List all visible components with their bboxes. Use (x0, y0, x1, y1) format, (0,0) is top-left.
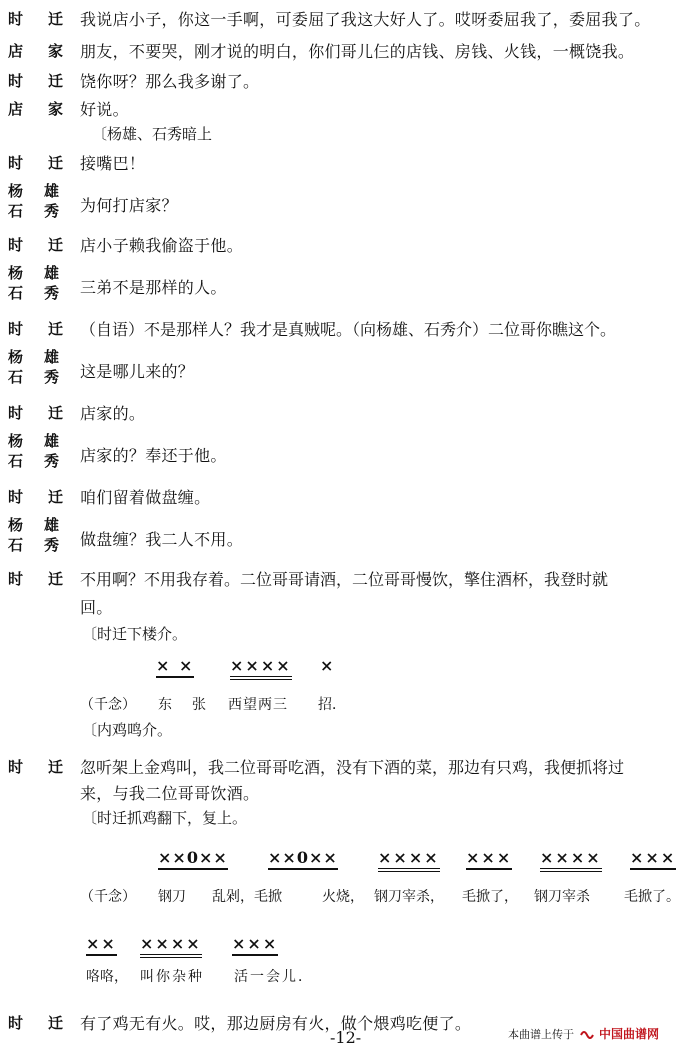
stage-direction-text: 〔时迁下楼介。 (82, 625, 188, 643)
speaker-char: 雄 (44, 432, 60, 450)
notation-row (0, 846, 700, 876)
notation-group: ×××× (540, 848, 602, 872)
dialogue-text: 饶你呀？那么我多谢了。 (80, 72, 260, 91)
lyric-row (0, 882, 700, 912)
dialogue-line (0, 2, 700, 32)
speaker-char: 迁 (48, 320, 64, 338)
speaker-char: 家 (48, 100, 64, 118)
lyric-word: 张 (192, 697, 206, 713)
dialogue-text: 店家的？奉还于他。 (80, 446, 227, 465)
dialogue-text: 咱们留着做盘缠。 (80, 488, 211, 507)
lyric-word: 招． (318, 697, 346, 713)
dialogue-line (0, 182, 700, 220)
speaker-char: 时 (8, 570, 24, 588)
page-number: -12- (330, 1028, 362, 1047)
speaker-char: 迁 (48, 1014, 64, 1032)
watermark-footer (508, 1025, 659, 1042)
notation-group: ×××× (378, 848, 440, 872)
speaker-char: 家 (48, 42, 64, 60)
stage-direction (0, 118, 700, 148)
dialogue-line (0, 432, 700, 470)
speaker-char: 杨 (8, 348, 24, 366)
speaker-char: 时 (8, 758, 24, 776)
speaker-char: 迁 (48, 10, 64, 28)
dialogue-continuation (0, 590, 700, 620)
dialogue-line (0, 264, 700, 302)
dialogue-text: 有了鸡无有火。哎，那边厨房有火，做个煨鸡吃便了。 (80, 1014, 472, 1033)
speaker-char: 雄 (44, 348, 60, 366)
lyric-word: 叫你杂种 (140, 969, 204, 985)
speaker-char: 雄 (44, 182, 60, 200)
lyric-word: 活一会儿． (234, 969, 314, 985)
speaker-char: 店 (8, 42, 24, 60)
speaker-char: 迁 (48, 154, 64, 172)
speaker-char: 迁 (48, 236, 64, 254)
dialogue-text: 我说店小子，你这一手啊，可委屈了我这大好人了。哎呀委屈我了，委屈我了。 (80, 10, 651, 29)
dialogue-text: 接嘴巴！ (80, 154, 146, 173)
lyric-word: 钢刀 (158, 889, 186, 905)
notation-row (0, 932, 700, 962)
notation-group: × × (156, 656, 194, 678)
speaker-char: 时 (8, 488, 24, 506)
speaker-char: 石 (8, 452, 24, 470)
dialogue-text: 三弟不是那样的人。 (80, 278, 227, 297)
notation-group: × (320, 656, 336, 675)
dialogue-text: 来，与我二位哥哥饮酒。 (80, 784, 260, 803)
lyric-word: 火烧， (322, 889, 364, 905)
speaker-char: 迁 (48, 570, 64, 588)
stage-direction (0, 618, 700, 648)
dialogue-line (0, 396, 700, 426)
notation-group: ××× (630, 848, 676, 870)
stage-direction-text: 〔内鸡鸣介。 (82, 721, 173, 739)
footer-brand: 中国曲谱网 (599, 1027, 660, 1041)
speaker-char: 时 (8, 1014, 24, 1032)
dialogue-line (0, 562, 700, 592)
dialogue-text: 这是哪儿来的？ (80, 362, 195, 381)
dialogue-line (0, 146, 700, 176)
dialogue-line (0, 64, 700, 94)
speaker-char: 杨 (8, 264, 24, 282)
dialogue-text: 忽听架上金鸡叫，我二位哥哥吃酒，没有下酒的菜，那边有只鸡，我便抓将过 (80, 758, 625, 777)
lyric-prefix: （千念） (80, 889, 136, 905)
dialogue-text: 回。 (80, 598, 113, 617)
dialogue-text: 店小子赖我偷盗于他。 (80, 236, 244, 255)
speaker-char: 雄 (44, 264, 60, 282)
speaker-char: 迁 (48, 488, 64, 506)
dialogue-line (0, 348, 700, 386)
dialogue-line (0, 34, 700, 64)
speaker-char: 迁 (48, 404, 64, 422)
dialogue-text: 为何打店家？ (80, 196, 178, 215)
dialogue-text: 做盘缠？我二人不用。 (80, 530, 244, 549)
speaker-char: 杨 (8, 432, 24, 450)
notation-group: ××× (232, 934, 278, 956)
speaker-char: 时 (8, 404, 24, 422)
speaker-char: 石 (8, 284, 24, 302)
notation-group: ×××× (140, 934, 202, 958)
speaker-char: 秀 (44, 368, 60, 386)
lyric-word: 毛掀了， (462, 889, 518, 905)
speaker-char: 时 (8, 320, 24, 338)
lyric-word: 乱剁，毛掀 (212, 889, 282, 905)
dialogue-text: 不用啊？不用我存着。二位哥哥请酒，二位哥哥慢饮，擎住酒杯，我登时就 (80, 570, 609, 589)
speaker-char: 石 (8, 202, 24, 220)
speaker-char: 杨 (8, 182, 24, 200)
speaker-char: 秀 (44, 284, 60, 302)
notation-group: ××0×× (158, 848, 228, 870)
notation-group: ××× (466, 848, 512, 870)
stage-direction-text: 〔时迁抓鸡翻下，复上。 (82, 809, 248, 827)
dialogue-line (0, 516, 700, 554)
dialogue-line (0, 228, 700, 258)
dialogue-text: （自语）不是那样人？我才是真贼呢。（向杨雄、石秀介）二位哥你瞧这个。 (80, 320, 617, 339)
dialogue-line (0, 480, 700, 510)
stage-direction (0, 802, 700, 832)
speaker-char: 时 (8, 10, 24, 28)
lyric-word: 钢刀宰杀， (374, 889, 444, 905)
site-logo-icon (580, 1029, 594, 1041)
speaker-char: 石 (8, 536, 24, 554)
notation-group: ×××× (230, 656, 292, 680)
stage-direction (0, 714, 700, 744)
lyric-prefix: （千念） (80, 697, 136, 713)
dialogue-text: 朋友，不要哭，刚才说的明白，你们哥儿仨的店钱、房钱、火钱，一概饶我。 (80, 42, 635, 61)
lyric-word: 钢刀宰杀 (534, 889, 590, 905)
speaker-char: 时 (8, 72, 24, 90)
speaker-char: 雄 (44, 516, 60, 534)
dialogue-text: 好说。 (80, 100, 129, 119)
stage-direction-text: 〔杨雄、石秀暗上 (92, 125, 213, 143)
speaker-char: 秀 (44, 202, 60, 220)
notation-group: ××0×× (268, 848, 338, 870)
speaker-char: 时 (8, 154, 24, 172)
speaker-char: 时 (8, 236, 24, 254)
speaker-char: 秀 (44, 536, 60, 554)
lyric-row (0, 962, 700, 992)
dialogue-text: 店家的。 (80, 404, 146, 423)
lyric-word: 西望两三 (228, 697, 288, 713)
lyric-word: 东 (158, 697, 172, 713)
lyric-word: 咯咯， (86, 969, 128, 985)
speaker-char: 杨 (8, 516, 24, 534)
speaker-char: 迁 (48, 72, 64, 90)
speaker-char: 店 (8, 100, 24, 118)
notation-group: ×× (86, 934, 117, 956)
notation-row (0, 654, 700, 684)
lyric-word: 毛掀了。 (624, 889, 680, 905)
dialogue-line (0, 312, 700, 342)
footer-prefix: 本曲谱上传于 (508, 1028, 574, 1041)
speaker-char: 石 (8, 368, 24, 386)
speaker-char: 迁 (48, 758, 64, 776)
speaker-char: 秀 (44, 452, 60, 470)
